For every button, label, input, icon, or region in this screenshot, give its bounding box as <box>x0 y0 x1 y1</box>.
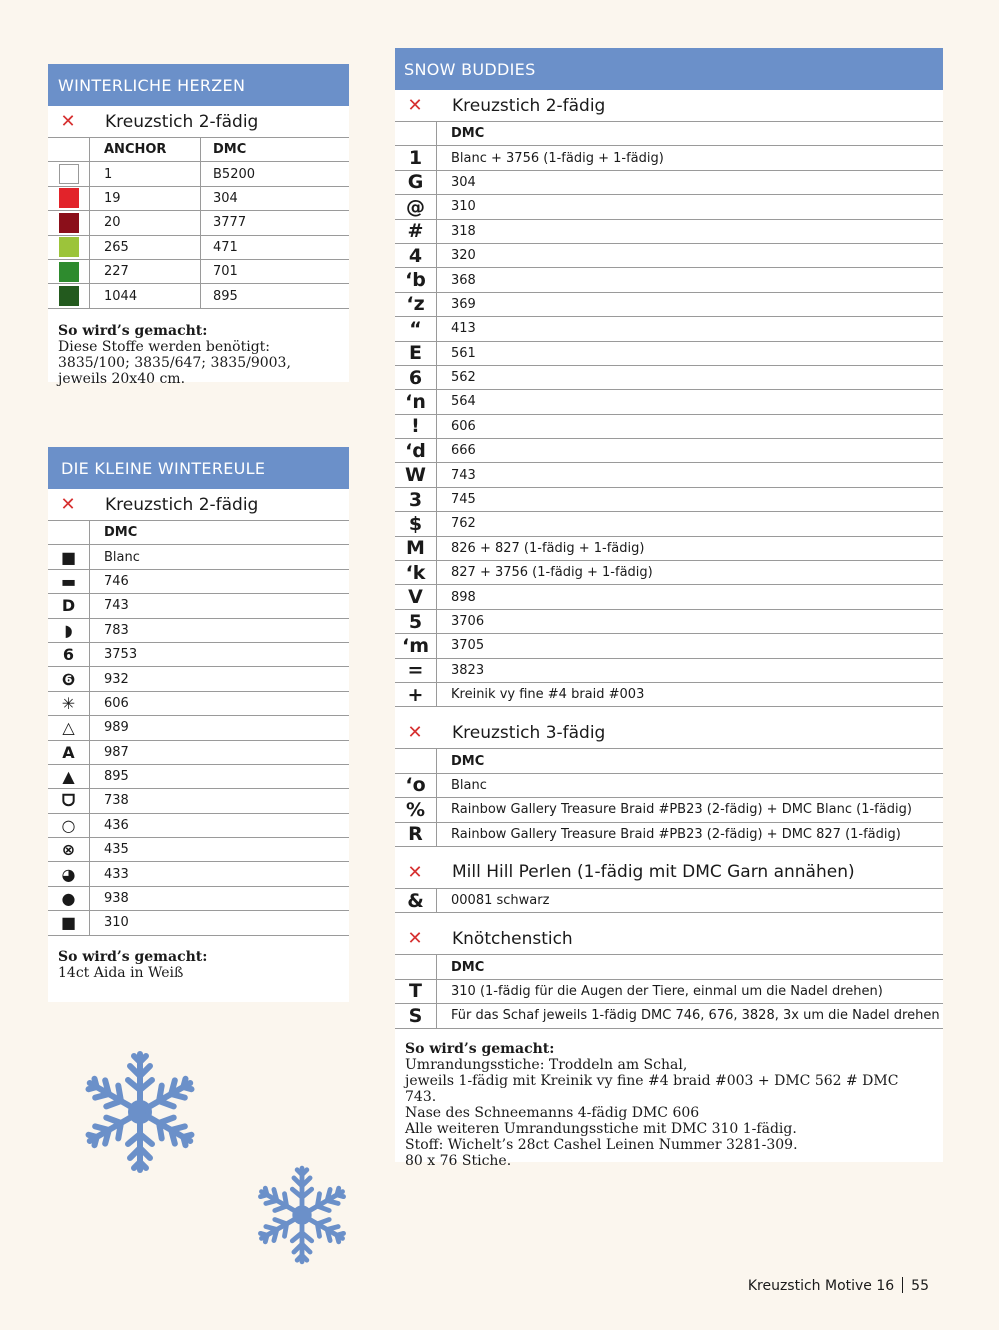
table-row <box>395 317 943 341</box>
color-swatch-cell <box>48 162 90 185</box>
dmc-value: Rainbow Gallery Treasure Braid #PB23 (2-fädig) + DMC Blanc (1-fädig) <box>451 802 912 818</box>
dmc-value: 00081 schwarz <box>451 893 550 909</box>
stitch-symbol: 4 <box>395 244 437 267</box>
table-row <box>48 887 349 911</box>
instructions <box>395 1029 943 1181</box>
note-line: Alle weiteren Umrandungsstiche mit DMC 310 1-fädig. <box>405 1120 797 1137</box>
table-row <box>395 220 943 244</box>
color-swatch-cell <box>48 260 90 283</box>
stitch-label: Kreuzstich 3-fädig <box>452 722 606 743</box>
symbol-key-table <box>395 90 943 1029</box>
dmc-value: 471 <box>213 239 238 255</box>
dmc-value: 746 <box>104 573 129 589</box>
dmc-value: 895 <box>213 288 238 304</box>
table-header <box>395 122 943 146</box>
panel-winterliche-herzen <box>48 64 349 387</box>
color-swatch-cell <box>48 211 90 234</box>
stitch-symbol: ‘b <box>395 268 437 291</box>
panel-kleine-wintereule <box>48 447 349 1002</box>
table-row <box>48 765 349 789</box>
dmc-value: 369 <box>451 296 476 312</box>
table-row <box>395 512 943 536</box>
table-row <box>48 284 349 308</box>
note-body: Diese Stoffe werden benötigt: 3835/100; 3835/647; 3835/9003, jeweils 20x40 cm. <box>58 338 291 387</box>
stitch-symbol: 3 <box>395 488 437 511</box>
stitch-symbol: W <box>395 463 437 486</box>
dmc-value: Rainbow Gallery Treasure Braid #PB23 (2-fädig) + DMC 827 (1-fädig) <box>451 826 901 842</box>
panel-title: SNOW BUDDIES <box>395 48 943 90</box>
cross-stitch-icon: ✕ <box>407 928 423 950</box>
anchor-value: 1 <box>90 162 201 185</box>
stitch-symbol: ‘z <box>395 293 437 316</box>
dmc-value: 561 <box>451 345 476 361</box>
anchor-value: 227 <box>90 260 201 283</box>
dmc-value: 3777 <box>213 215 247 231</box>
stitch-symbol: ‘o <box>395 774 437 797</box>
dmc-value: 783 <box>104 622 129 638</box>
panel-title: DIE KLEINE WINTEREULE <box>48 447 349 489</box>
table-row <box>395 342 943 366</box>
dmc-value: 562 <box>451 370 476 386</box>
table-header <box>395 955 943 979</box>
table-header <box>48 521 349 545</box>
page-footer <box>748 1277 929 1294</box>
note-line: 80 x 76 Stiche. <box>405 1152 512 1169</box>
dmc-value: Blanc + 3756 (1-fädig + 1-fädig) <box>451 150 664 166</box>
table-row <box>395 244 943 268</box>
stitch-symbol: S <box>395 1004 437 1027</box>
stitch-label: Knötchenstich <box>452 928 573 949</box>
stitch-symbol: ■ <box>48 911 90 934</box>
col-dmc: DMC <box>451 959 485 975</box>
anchor-value: 1044 <box>90 284 201 307</box>
stitch-symbol: ❻ <box>48 667 90 690</box>
table-row <box>48 814 349 838</box>
stitch-heading <box>395 90 943 122</box>
table-row <box>395 390 943 414</box>
stitch-symbol: ○ <box>48 814 90 837</box>
stitch-heading <box>395 717 943 749</box>
stitch-label: Kreuzstich 2-fädig <box>105 494 259 515</box>
dmc-value: 987 <box>104 744 129 760</box>
stitch-symbol: ‘n <box>395 390 437 413</box>
table-row <box>48 570 349 594</box>
table-row <box>48 162 349 186</box>
dmc-value: 701 <box>213 264 238 280</box>
symbol-key-table <box>48 521 349 936</box>
table-row <box>48 260 349 284</box>
dmc-value: Blanc <box>104 549 140 565</box>
color-swatch <box>59 237 79 257</box>
table-row <box>48 838 349 862</box>
table-row <box>395 366 943 390</box>
dmc-value: 433 <box>104 866 129 882</box>
stitch-symbol: ■ <box>48 545 90 568</box>
stitch-symbol: ▲ <box>48 765 90 788</box>
stitch-symbol: R <box>395 823 437 846</box>
table-row <box>395 889 943 913</box>
dmc-value: 435 <box>104 842 129 858</box>
dmc-value: 368 <box>451 272 476 288</box>
note-line: jeweils 1-fädig mit Kreinik vy fine #4 braid #003 + DMC 562 # DMC 743. <box>405 1072 899 1105</box>
color-swatch-cell <box>48 284 90 307</box>
color-swatch <box>59 188 79 208</box>
dmc-value: 310 <box>451 199 476 215</box>
dmc-value: 826 + 827 (1-fädig + 1-fädig) <box>451 540 645 556</box>
magazine-title: Kreuzstich Motive 16 <box>747 1278 895 1294</box>
anchor-value: 20 <box>90 211 201 234</box>
stitch-symbol: ◗ <box>48 619 90 642</box>
dmc-value: 743 <box>104 598 129 614</box>
table-row <box>395 610 943 634</box>
note-line: Stoff: Wichelt’s 28ct Cashel Leinen Nummer 3281-309. <box>405 1136 798 1153</box>
table-row <box>395 585 943 609</box>
dmc-value: 564 <box>451 394 476 410</box>
symbol-header <box>395 955 437 978</box>
stitch-symbol: ‘d <box>395 439 437 462</box>
col-dmc: DMC <box>213 142 247 158</box>
table-row <box>395 537 943 561</box>
stitch-symbol: & <box>395 889 437 912</box>
table-header <box>48 138 349 162</box>
dmc-value: 3706 <box>451 614 485 629</box>
stitch-heading <box>48 489 349 521</box>
stitch-heading <box>395 857 943 889</box>
table-row <box>395 439 943 463</box>
dmc-value: 938 <box>104 891 129 907</box>
dmc-value: 310 <box>104 915 129 931</box>
table-row <box>48 643 349 667</box>
stitch-symbol: 6 <box>48 643 90 666</box>
stitch-symbol: # <box>395 220 437 243</box>
table-row <box>395 463 943 487</box>
snowflake-icon <box>78 1045 202 1179</box>
stitch-symbol: @ <box>395 195 437 218</box>
note-body <box>405 1057 933 1169</box>
table-row <box>395 488 943 512</box>
table-row <box>48 862 349 886</box>
stitch-label: Mill Hill Perlen (1-fädig mit DMC Garn annähen) <box>452 862 855 883</box>
dmc-value: 3823 <box>451 662 485 678</box>
dmc-value: Blanc <box>451 777 487 793</box>
stitch-symbol: ‘k <box>395 561 437 584</box>
dmc-value: 989 <box>104 720 129 736</box>
table-row <box>395 774 943 798</box>
stitch-symbol: ! <box>395 415 437 438</box>
table-row <box>48 741 349 765</box>
table-row <box>395 634 943 658</box>
dmc-value: 666 <box>451 443 476 459</box>
stitch-symbol: 5 <box>395 610 437 633</box>
dmc-value: 436 <box>104 817 129 833</box>
dmc-value: 413 <box>451 321 476 337</box>
table-row <box>395 683 943 707</box>
stitch-symbol: ● <box>48 887 90 910</box>
note-heading: So wird’s gemacht: <box>405 1040 555 1057</box>
col-anchor: ANCHOR <box>90 138 201 161</box>
color-swatch <box>59 213 79 233</box>
cross-stitch-icon: ✕ <box>60 494 76 515</box>
table-row <box>48 594 349 618</box>
table-header <box>395 749 943 773</box>
footer-divider <box>902 1277 903 1293</box>
instructions <box>48 936 349 993</box>
stitch-heading <box>395 923 943 955</box>
dmc-value: Für das Schaf jeweils 1-fädig DMC 746, 676, 3828, 3x um die Nadel drehen <box>451 1008 940 1024</box>
table-row <box>395 1004 943 1028</box>
dmc-value: 304 <box>213 190 238 206</box>
dmc-value: 304 <box>451 174 476 190</box>
page-number: 55 <box>911 1278 929 1294</box>
table-row <box>395 146 943 170</box>
symbol-header <box>395 122 437 145</box>
dmc-value: 310 (1-fädig für die Augen der Tiere, einmal um die Nadel drehen) <box>451 983 883 999</box>
stitch-symbol: “ <box>395 317 437 340</box>
panel-title: WINTERLICHE HERZEN <box>48 64 349 106</box>
table-row <box>48 211 349 235</box>
stitch-symbol: T <box>395 980 437 1003</box>
table-row <box>48 236 349 260</box>
color-swatch-cell <box>48 187 90 210</box>
cross-stitch-icon: ✕ <box>407 722 423 744</box>
table-row <box>48 716 349 740</box>
table-row <box>395 268 943 292</box>
stitch-symbol: = <box>395 659 437 682</box>
table-row <box>395 980 943 1004</box>
dmc-value: B5200 <box>213 166 256 182</box>
stitch-symbol: ᗜ <box>48 789 90 812</box>
table-row <box>48 789 349 813</box>
col-dmc: DMC <box>451 126 485 142</box>
table-row <box>48 911 349 935</box>
cross-stitch-icon: ✕ <box>60 111 76 132</box>
stitch-heading <box>48 106 349 138</box>
color-swatch-cell <box>48 236 90 259</box>
stitch-symbol: △ <box>48 716 90 739</box>
stitch-label: Kreuzstich 2-fädig <box>452 95 606 116</box>
table-row <box>395 293 943 317</box>
dmc-value: 898 <box>451 589 476 605</box>
stitch-symbol: + <box>395 683 437 706</box>
table-row <box>48 187 349 211</box>
col-dmc: DMC <box>451 753 485 769</box>
swatch-header <box>48 138 90 161</box>
color-swatch <box>59 164 79 184</box>
stitch-symbol: M <box>395 537 437 560</box>
dmc-value: 762 <box>451 516 476 532</box>
anchor-value: 265 <box>90 236 201 259</box>
dmc-value: Kreinik vy fine #4 braid #003 <box>451 687 645 703</box>
dmc-value: 743 <box>451 467 476 483</box>
dmc-value: 318 <box>451 223 476 239</box>
cross-stitch-icon: ✕ <box>407 861 423 883</box>
table-row <box>48 545 349 569</box>
table-row <box>395 415 943 439</box>
note-line: Umrandungsstiche: Troddeln am Schal, <box>405 1056 688 1073</box>
anchor-value: 19 <box>90 187 201 210</box>
snowflake-icon <box>252 1160 352 1270</box>
stitch-symbol: D <box>48 594 90 617</box>
dmc-value: 827 + 3756 (1-fädig + 1-fädig) <box>451 565 653 581</box>
dmc-value: 738 <box>104 793 129 809</box>
stitch-label: Kreuzstich 2-fädig <box>105 111 259 132</box>
note-line: Nase des Schneemanns 4-fädig DMC 606 <box>405 1104 700 1121</box>
stitch-symbol: 6 <box>395 366 437 389</box>
dmc-value: 606 <box>104 695 129 711</box>
stitch-symbol: $ <box>395 512 437 535</box>
table-row <box>395 659 943 683</box>
color-swatch <box>59 262 79 282</box>
stitch-symbol: % <box>395 798 437 821</box>
note-heading: So wird’s gemacht: <box>58 948 208 965</box>
table-row <box>395 171 943 195</box>
symbol-header <box>48 521 90 544</box>
stitch-symbol: A <box>48 741 90 764</box>
table-row <box>395 561 943 585</box>
table-row <box>48 692 349 716</box>
table-row <box>395 823 943 847</box>
dmc-value: 3705 <box>451 638 485 654</box>
stitch-symbol: ‘m <box>395 634 437 657</box>
note-body: 14ct Aida in Weiß <box>58 964 184 981</box>
stitch-symbol: ▬ <box>48 570 90 593</box>
dmc-value: 932 <box>104 671 129 687</box>
panel-snow-buddies <box>395 48 943 1169</box>
dmc-value: 320 <box>451 248 476 264</box>
dmc-value: 745 <box>451 492 476 508</box>
stitch-symbol: ⊗ <box>48 838 90 861</box>
symbol-header <box>395 749 437 772</box>
stitch-symbol: G <box>395 171 437 194</box>
stitch-symbol: 1 <box>395 146 437 169</box>
instructions <box>48 309 349 399</box>
color-key-table <box>48 138 349 309</box>
color-swatch <box>59 286 79 306</box>
table-row <box>48 619 349 643</box>
dmc-value: 3753 <box>104 647 138 663</box>
col-dmc: DMC <box>104 525 138 541</box>
stitch-symbol: ◕ <box>48 862 90 885</box>
cross-stitch-icon: ✕ <box>407 95 423 116</box>
table-row <box>48 667 349 691</box>
stitch-symbol: V <box>395 585 437 608</box>
note-heading: So wird’s gemacht: <box>58 322 208 339</box>
dmc-value: 606 <box>451 418 476 434</box>
stitch-symbol: E <box>395 342 437 365</box>
stitch-symbol: ✳ <box>48 692 90 715</box>
table-row <box>395 798 943 822</box>
table-row <box>395 195 943 219</box>
dmc-value: 895 <box>104 769 129 785</box>
